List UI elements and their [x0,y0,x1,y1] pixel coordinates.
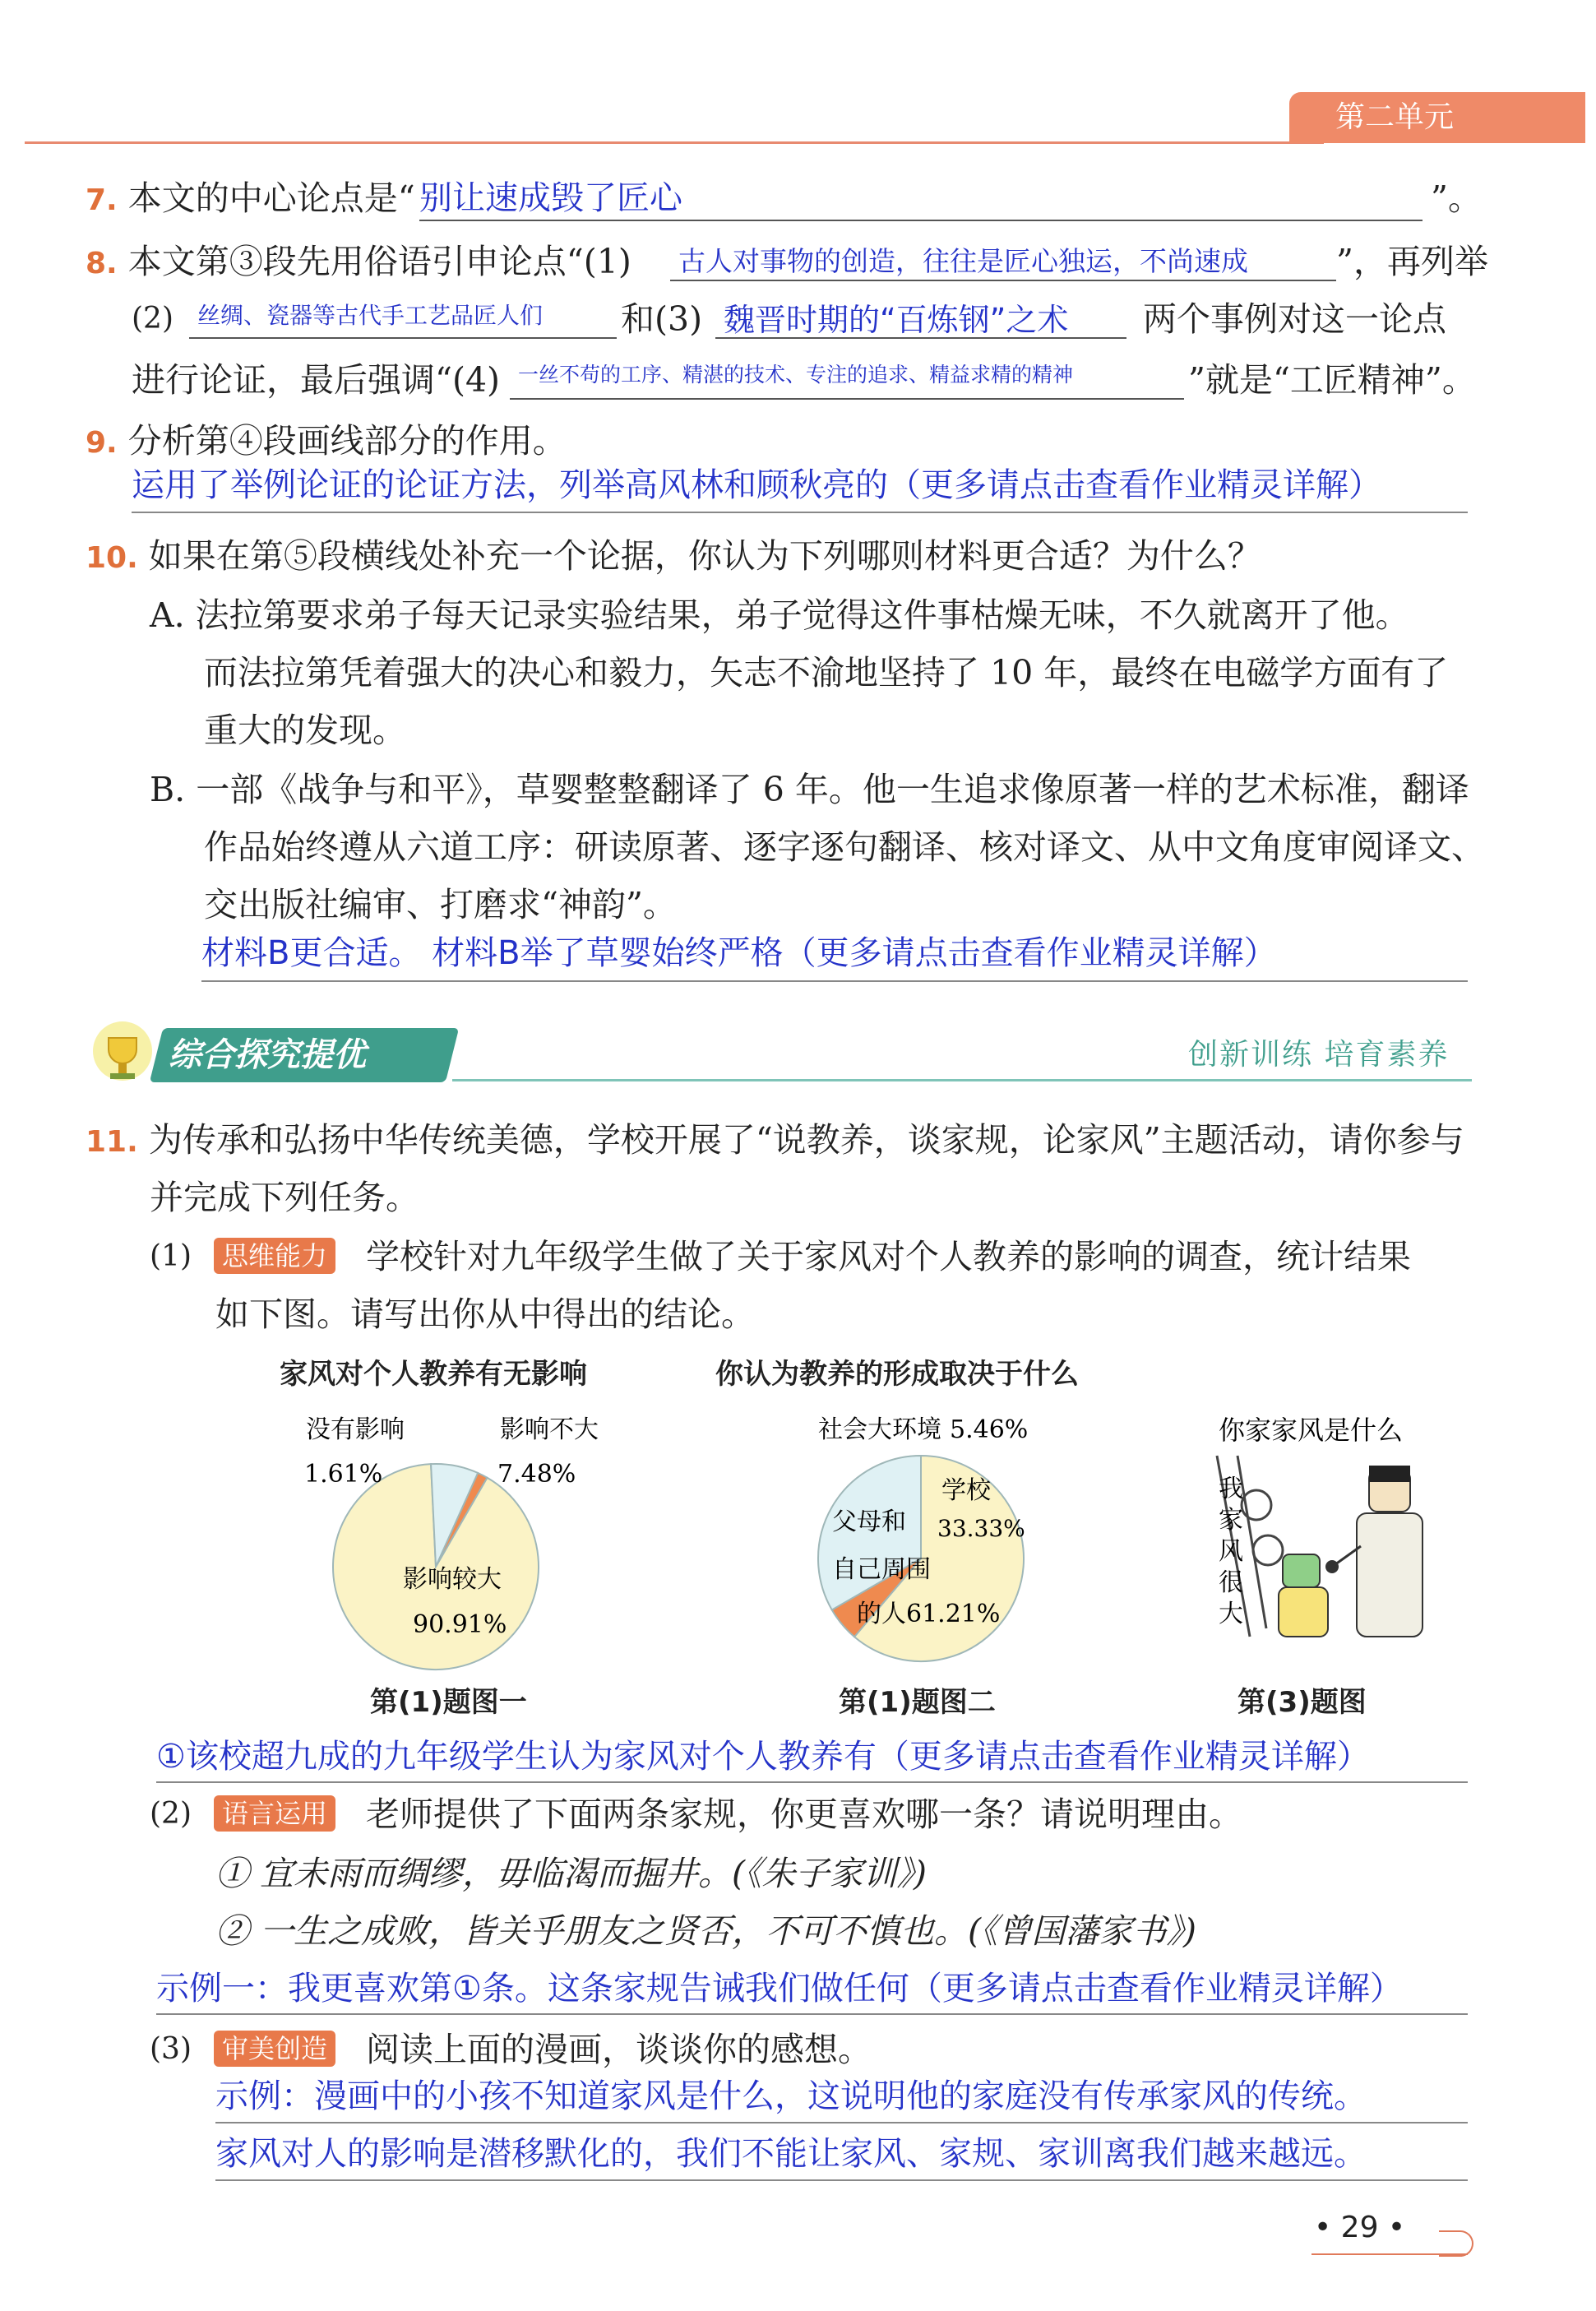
chart-1-value-no-effect: 1.61% [304,1460,383,1489]
answer-text: 别让速成毁了匠心 [419,179,682,217]
cartoon-char-5: 大 [1219,1600,1243,1628]
blank-2-answer: 丝绸、瓷器等古代手工艺品匠人们 [197,302,544,329]
answer-text: 材料B更合适。 材料B举了草婴始终严格（更多请点击查看作业精灵详解） [201,934,1277,972]
chart-2-label-family: 父母和 [832,1507,906,1536]
question-11 [86,1118,1464,1164]
footer-curl-icon [1439,2230,1473,2257]
question-text: 进行论证，最后强调“(4) [132,360,501,400]
question-number: 8. [86,247,118,280]
section-title: 综合探究提优 [169,1036,366,1074]
blank-1 [670,240,1336,281]
chart-1-value-small-effect: 7.48% [497,1460,576,1489]
question-text: 为传承和弘扬中华传统美德，学校开展了“说教养，谈家规，论家风”主题活动，请你参与 [148,1120,1464,1160]
cartoon-bubble-question: 你家家风是什么 [1219,1415,1404,1446]
question-7 [86,177,415,222]
unit-label: 第二单元 [1335,100,1455,134]
part-2-label: (2) [150,1797,192,1831]
chart-1-label-no-effect: 没有影响 [306,1415,405,1444]
line-end: ”，再列举 [1336,242,1488,281]
option-a-line-1: A. 法拉第要求弟子每天记录实验结果，弟子觉得这件事枯燥无味，不久就离开了他。 [150,595,1409,635]
answer-line [201,929,1468,982]
option-b-line-1: B. 一部《战争与和平》，草婴整整翻译了 6 年。他一生追求像原著一样的艺术标准，翻译 [150,770,1469,809]
option-b-line-3: 交出版社编审、打磨求“神韵”。 [204,885,677,924]
answer-text: 运用了举例论证的论证方法，列举高风林和顾秋亮的（更多请点击查看作业精灵详解） [132,466,1381,504]
answer-line [132,462,1468,513]
question-8 [86,240,631,285]
question-text: 分析第④段画线部分的作用。 [127,421,567,461]
part-1-answer-line [156,1734,1468,1783]
chart-2-label-school: 学校 [941,1476,991,1505]
line-end: 两个事例对这一论点 [1143,299,1446,339]
part-1-label: (1) [150,1239,192,1273]
part-3-answer-2: 家风对人的影响是潜移默化的，我们不能让家风、家规、家训离我们越来越远。 [215,2135,1367,2173]
part-3-answer-1: 示例：漫画中的小孩不知道家风是什么，这说明他的家庭没有传承家风的传统。 [215,2077,1367,2115]
cartoon-char-2: 家 [1219,1506,1243,1535]
chart-2-label-family-3: 的人 [857,1600,906,1628]
part-2-answer: 示例一：我更喜欢第①条。这条家规告诫我们做任何（更多请点击查看作业精灵详解） [156,1970,1403,2008]
blank-3 [715,294,1126,339]
option-a-line-2: 而法拉第凭着强大的决心和毅力，矢志不渝地坚持了 10 年，最终在电磁学方面有了 [204,653,1449,692]
question-text: 如果在第⑤段横线处补充一个论据，你认为下列哪则材料更合适？为什么？ [148,536,1261,576]
part-3-answer-line-1 [215,2072,1468,2123]
blank-3-answer: 魏晋时期的“百炼钢”之术 [724,302,1069,338]
skill-tag-aesthetic: 审美创造 [214,2031,335,2067]
skill-tag-thinking: 思维能力 [214,1238,335,1274]
blank-2-label: (2) [132,302,173,336]
trophy-icon [86,1018,160,1092]
unit-badge [1289,92,1585,143]
blank-1-answer: 古人对事物的创造，往往是匠心独运，不尚速成 [678,245,1248,277]
chart-1-value-large-effect: 90.91% [413,1610,507,1639]
blank-4-answer: 一丝不苟的工序、精湛的技术、专注的追求、精益求精的精神 [518,363,1074,387]
cartoon-caption: 第(3)题图 [1237,1686,1367,1719]
part-2-option-2: ② 一生之成败，皆关乎朋友之贤否，不可不慎也。(《曾国藩家书》) [215,1911,1197,1951]
part-3-label: (3) [150,2032,192,2066]
question-10 [86,535,1261,580]
blank-4 [510,359,1184,400]
question-number: 11. [86,1125,138,1159]
section-subtitle: 创新训练 培育素养 [1188,1038,1450,1072]
part-1-text-1: 学校针对九年级学生做了关于家风对个人教养的影响的调查，统计结果 [366,1237,1411,1276]
chart-2-label-society: 社会大环境 [818,1415,941,1444]
cartoon-char-4: 很 [1219,1568,1243,1597]
chart-2-caption: 第(1)题图二 [839,1686,996,1719]
option-a-line-3: 重大的发现。 [204,711,406,750]
cartoon-char-1: 我 [1219,1475,1243,1503]
part-2-option-1: ① 宜未雨而绸缪，毋临渴而掘井。(《朱子家训》) [215,1854,928,1893]
question-text-2: 并完成下列任务。 [150,1178,419,1217]
chart-2-value-society: 5.46% [950,1415,1029,1444]
chart-1-label-large-effect: 影响较大 [403,1565,502,1594]
chart-2-value-school: 33.33% [937,1515,1025,1542]
chart-2-label-family-2: 自己周围 [832,1555,931,1584]
section-rule [452,1079,1472,1081]
chart-1-title: 家风对个人教养有无影响 [280,1358,587,1391]
page-number: • 29 • [1314,2211,1406,2244]
option-b-line-2: 作品始终遵从六道工序：研读原著、逐字逐句翻译、核对译文、从中文角度审阅译文、 [204,827,1485,867]
part-3-text: 阅读上面的漫画，谈谈你的感想。 [366,2030,872,2069]
blank-3-label: 和(3) [621,299,703,339]
quote-end: ”。 [1431,178,1482,218]
part-1-answer: ①该校超九成的九年级学生认为家风对个人教养有（更多请点击查看作业精灵详解） [156,1738,1370,1776]
part-1-text-2: 如下图。请写出你从中得出的结论。 [215,1294,755,1334]
pie-chart-1 [271,1406,650,1686]
blank-2 [189,298,617,339]
pie-chart-2 [789,1406,1118,1686]
answer-line [419,177,1423,221]
part-2-answer-line [156,1966,1468,2015]
question-number: 7. [86,183,118,217]
cartoon-image [1200,1398,1472,1670]
chart-2-title: 你认为教养的形成取决于什么 [715,1358,1079,1391]
skill-tag-language: 语言运用 [214,1795,335,1832]
question-text: 本文的中心论点是“ [127,178,415,218]
chart-1-label-small-effect: 影响不大 [500,1415,599,1444]
question-number: 10. [86,541,138,575]
line-end: ”就是“工匠精神”。 [1188,360,1476,400]
header-rule [25,141,1324,144]
question-number: 9. [86,426,118,460]
question-9 [86,419,567,465]
part-3-answer-line-2 [215,2130,1468,2181]
chart-2-value-family: 61.21% [906,1600,1001,1628]
part-2-text: 老师提供了下面两条家规，你更喜欢哪一条？请说明理由。 [366,1795,1242,1834]
cartoon-char-3: 风 [1219,1537,1243,1566]
question-text: 本文第③段先用俗语引申论点“(1) [127,242,631,281]
chart-1-caption: 第(1)题图一 [370,1686,527,1719]
